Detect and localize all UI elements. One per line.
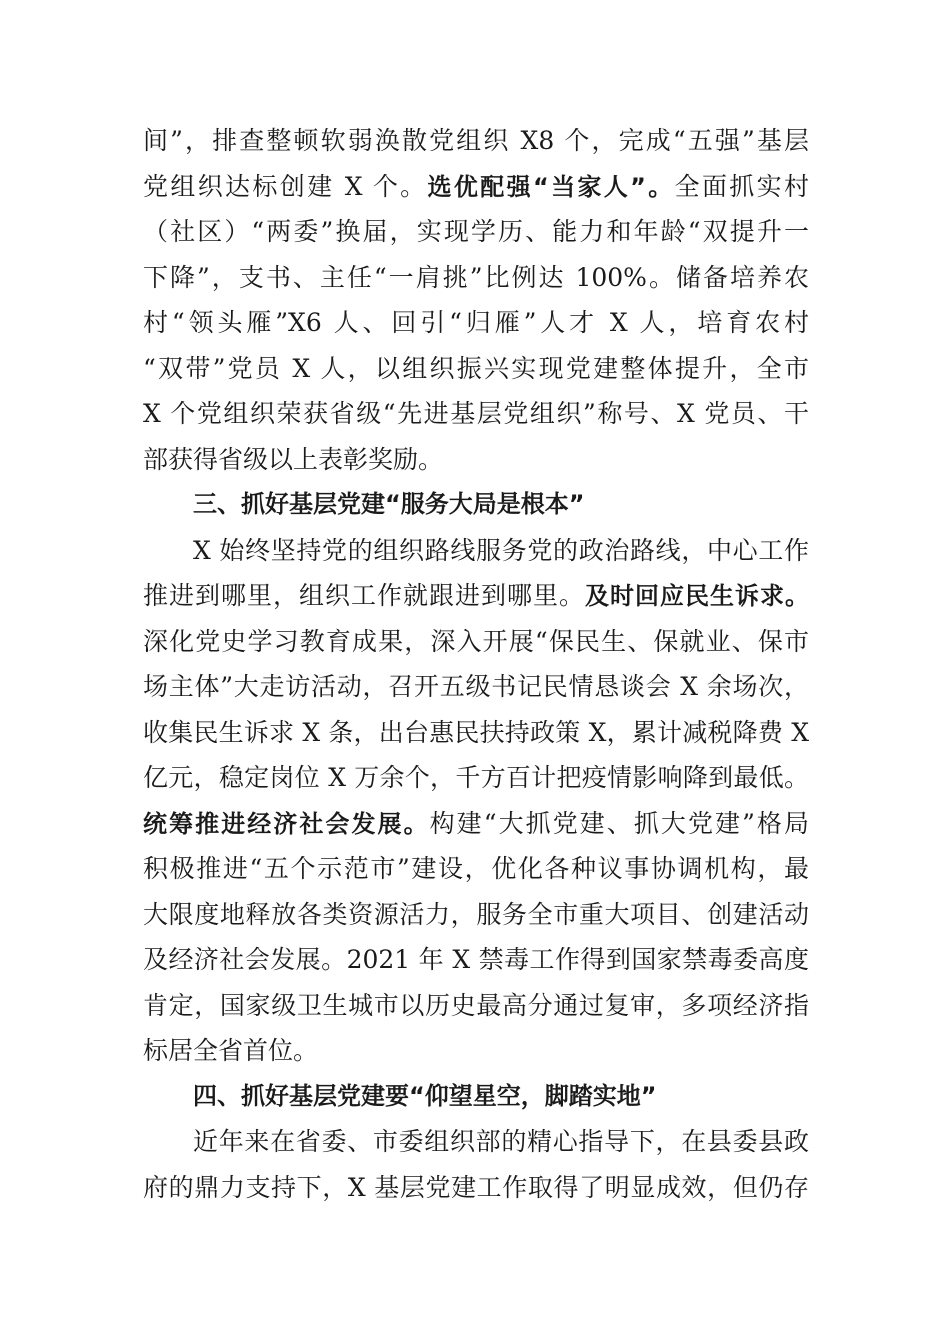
- text-line: [143, 801, 809, 847]
- text-line: [143, 164, 809, 210]
- bold-lead-phrase: 选优配强“当家人”。: [427, 172, 675, 201]
- text-line: [143, 573, 809, 619]
- text-line: 近年来在省委、市委组织部的精心指导下，在县委县政: [193, 1127, 809, 1156]
- text-line: 肯定，国家级卫生城市以历史最高分通过复审，多项经济指: [143, 990, 809, 1020]
- text-run: 全面抓实村: [674, 171, 809, 201]
- text-line: 亿元，稳定岗位 X 万余个，千方百计把疫情影响降到最低。: [143, 763, 809, 792]
- text-line: （社区）“两委”换届，实现学历、能力和年龄“双提升一: [143, 217, 809, 246]
- bold-lead-phrase: 统筹推进经济社会发展。: [143, 809, 430, 838]
- text-line: 大限度地释放各类资源活力，服务全市重大项目、创建活动: [143, 899, 809, 929]
- text-line: 下降”，支书、主任“一肩挑”比例达 100%。储备培养农: [143, 262, 809, 292]
- text-run: 推进到哪里，组织工作就跟进到哪里。: [143, 581, 585, 610]
- text-line: 积极推进“五个示范市”建设，优化各种议事协调机构，最: [143, 854, 809, 883]
- text-line: 深化党史学习教育成果，深入开展“保民生、保就业、保市: [143, 626, 809, 656]
- text-line: 村“领头雁”X6 人、回引“归雁”人才 X 人，培育农村: [143, 308, 809, 337]
- text-line: 间”，排查整顿软弱涣散党组织 X8 个，完成“五强”基层: [143, 126, 809, 155]
- text-line: X 始终坚持党的组织路线服务党的政治路线，中心工作: [193, 535, 809, 565]
- text-run: 党组织达标创建 X 个。: [143, 171, 428, 201]
- section-heading-4: 四、抓好基层党建要“仰望星空，脚踏实地”: [193, 1081, 657, 1110]
- document-body: [143, 118, 809, 1210]
- text-line: X 个党组织荣获省级“先进基层党组织”称号、X 党员、干: [143, 399, 809, 428]
- text-run: 构建“大抓党建、抓大党建”格局: [429, 808, 809, 838]
- text-line: 部获得省级以上表彰奖励。: [143, 444, 444, 474]
- bold-lead-phrase: 及时回应民生诉求。: [585, 582, 809, 610]
- text-line: 标居全省首位。: [143, 1036, 319, 1065]
- section-heading-3: 三、抓好基层党建“服务大局是根本”: [193, 490, 585, 518]
- text-line: 及经济社会发展。2021 年 X 禁毒工作得到国家禁毒委高度: [143, 945, 809, 974]
- text-line: 收集民生诉求 X 条，出台惠民扶持政策 X，累计减税降费 X: [143, 717, 809, 747]
- text-line: 场主体”大走访活动，召开五级书记民情恳谈会 X 余场次，: [143, 672, 809, 701]
- text-line: “双带”党员 X 人，以组织振兴实现党建整体提升，全市: [143, 353, 809, 383]
- text-line: 府的鼎力支持下，X 基层党建工作取得了明显成效，但仍存: [143, 1172, 809, 1202]
